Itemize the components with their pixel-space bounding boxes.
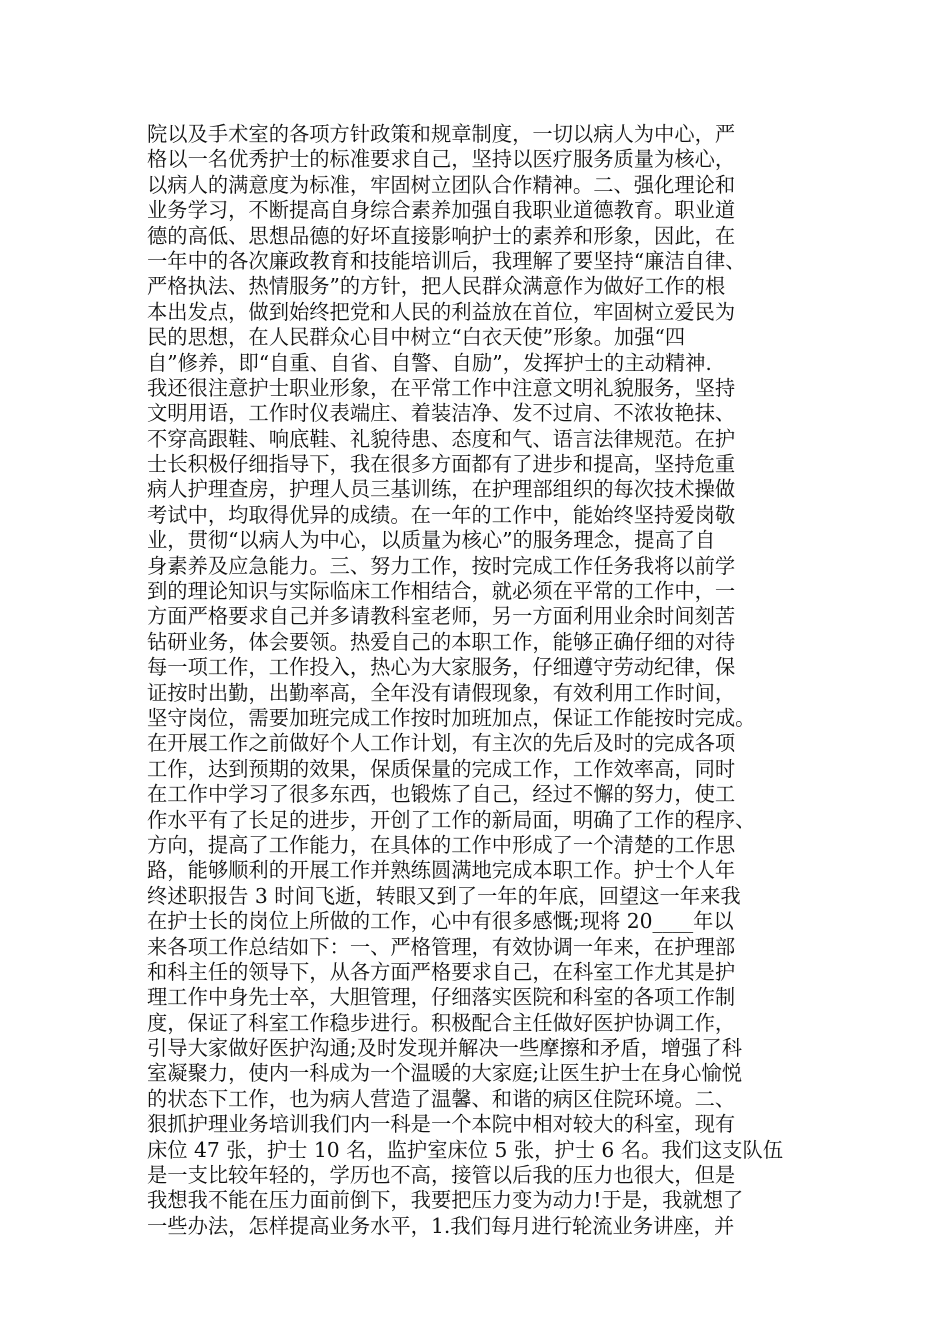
text-line: 身素养及应急能力。三、努力工作，按时完成工作任务我将以前学 [147, 553, 736, 578]
text-line: 钻研业务，体会要领。热爱自己的本职工作，能够正确仔细的对待 [147, 629, 736, 654]
text-line: 业务学习，不断提高自身综合素养加强自我职业道德教育。职业道 [147, 198, 736, 223]
text-line: 的状态下工作，也为病人营造了温馨、和谐的病区住院环境。二、 [147, 1086, 736, 1111]
text-line: 床位 47 张，护士 10 名，监护室床位 5 张，护士 6 名。我们这支队伍 [147, 1137, 784, 1162]
text-line: 自”修养，即“自重、自省、自警、自励”，发挥护士的主动精神. [147, 350, 712, 375]
text-line: 室凝聚力，使内一科成为一个温暖的大家庭;让医生护士在身心愉悦 [147, 1061, 742, 1086]
text-line: 度，保证了科室工作稳步进行。积极配合主任做好医护协调工作， [147, 1010, 736, 1035]
text-line: 不穿高跟鞋、响底鞋、礼貌待患、态度和气、语言法律规范。在护 [147, 426, 736, 451]
text-line: 本出发点，做到始终把党和人民的利益放在首位，牢固树立爱民为 [147, 299, 736, 324]
text-line: 方面严格要求自己并多请教科室老师，另一方面利用业余时间刻苦 [147, 604, 736, 629]
text-line: 每一项工作，工作投入，热心为大家服务，仔细遵守劳动纪律，保 [147, 655, 736, 680]
text-line: 作水平有了长足的进步，开创了工作的新局面，明确了工作的程序、 [147, 807, 756, 832]
text-line: 终述职报告 3 时间飞逝，转眼又到了一年的年底，回望这一年来我 [147, 883, 741, 908]
body-text [147, 122, 847, 1239]
text-line: 在护士长的岗位上所做的工作，心中有很多感慨;现将 20____年以 [147, 909, 734, 934]
text-line: 引导大家做好医护沟通;及时发现并解决一些摩擦和矛盾，增强了科 [147, 1036, 742, 1061]
text-line: 我想我不能在压力面前倒下，我要把压力变为动力!于是，我就想了 [147, 1188, 744, 1213]
text-line: 路，能够顺利的开展工作并熟练圆满地完成本职工作。护士个人年 [147, 858, 736, 883]
text-line: 证按时出勤，出勤率高，全年没有请假现象，有效利用工作时间， [147, 680, 736, 705]
text-line: 是一支比较年轻的，学历也不高，接管以后我的压力也很大，但是 [147, 1163, 736, 1188]
text-line: 以病人的满意度为标准，牢固树立团队合作精神。二、强化理论和 [147, 172, 736, 197]
text-line: 在工作中学习了很多东西，也锻炼了自己，经过不懈的努力，使工 [147, 782, 736, 807]
text-line: 严格执法、热情服务”的方针，把人民群众满意作为做好工作的根 [147, 274, 726, 299]
text-line: 一些办法，怎样提高业务水平，1.我们每月进行轮流业务讲座，并 [147, 1213, 735, 1238]
text-line: 民的思想，在人民群众心目中树立“白衣天使”形象。加强“四 [147, 325, 686, 350]
text-line: 一年中的各次廉政教育和技能培训后，我理解了要坚持“廉洁自律、 [147, 248, 746, 273]
text-line: 理工作中身先士卒，大胆管理，仔细落实医院和科室的各项工作制 [147, 985, 736, 1010]
text-line: 德的高低、思想品德的好坏直接影响护士的素养和形象，因此，在 [147, 223, 736, 248]
text-line: 士长积极仔细指导下，我在很多方面都有了进步和提高，坚持危重 [147, 452, 736, 477]
text-line: 病人护理查房，护理人员三基训练，在护理部组织的每次技术操做 [147, 477, 736, 502]
text-line: 院以及手术室的各项方针政策和规章制度，一切以病人为中心，严 [147, 122, 736, 146]
text-line: 我还很注意护士职业形象，在平常工作中注意文明礼貌服务，坚持 [147, 375, 736, 400]
text-line: 到的理论知识与实际临床工作相结合，就必须在平常的工作中，一 [147, 579, 736, 604]
text-line: 来各项工作总结如下：一、严格管理，有效协调一年来，在护理部 [147, 934, 736, 959]
text-line: 考试中，均取得优异的成绩。在一年的工作中，能始终坚持爱岗敬 [147, 502, 736, 527]
text-line: 狠抓护理业务培训我们内一科是一个本院中相对较大的科室，现有 [147, 1112, 736, 1137]
text-line: 方向，提高了工作能力，在具体的工作中形成了一个清楚的工作思 [147, 832, 736, 857]
text-line: 文明用语，工作时仪表端庄、着装洁净、发不过肩、不浓妆艳抹、 [147, 401, 736, 426]
text-line: 在开展工作之前做好个人工作计划，有主次的先后及时的完成各项 [147, 731, 736, 756]
text-line: 工作，达到预期的效果，保质保量的完成工作，工作效率高，同时 [147, 756, 736, 781]
text-line: 格以一名优秀护士的标准要求自己，坚持以医疗服务质量为核心， [147, 147, 736, 172]
text-line: 坚守岗位，需要加班完成工作按时加班加点，保证工作能按时完成。 [147, 705, 756, 730]
text-line: 和科主任的领导下，从各方面严格要求自己，在科室工作尤其是护 [147, 959, 736, 984]
text-line: 业，贯彻“以病人为中心，以质量为核心”的服务理念，提高了自 [147, 528, 716, 553]
